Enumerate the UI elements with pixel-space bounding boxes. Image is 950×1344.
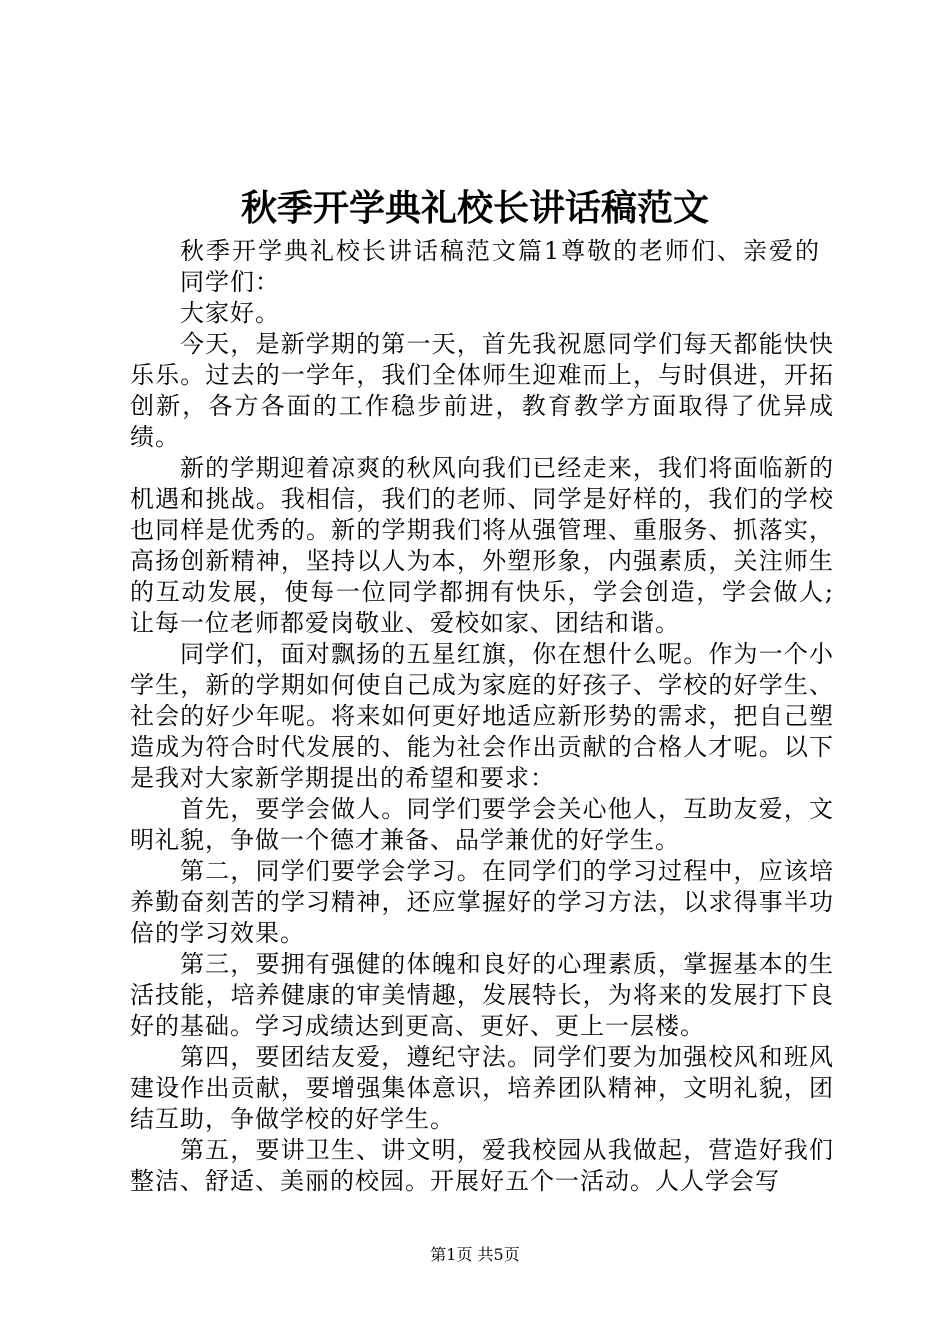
page-footer: 第1页 共5页 bbox=[430, 1245, 520, 1264]
body-paragraph: 首先，要学会做人。同学们要学会关心他人，互助友爱，文明礼貌，争做一个德才兼备、品学兼优的好学生。 bbox=[130, 795, 834, 854]
body-paragraph: 第二，同学们要学会学习。在同学们的学习过程中，应该培养勤奋刻苦的学习精神，还应掌握好的学习方法，以求得事半功倍的学习效果。 bbox=[130, 857, 834, 947]
body-paragraph: 同学们，面对飘扬的五星红旗，你在想什么呢。作为一个小学生，新的学期如何使自己成为家庭的好孩子、学校的好学生、社会的好少年呢。将来如何更好地适应新形势的需求，把自己塑造成为符合时代发展的、能为社会作出贡献的合格人才呢。以下是我对大家新学期提出的希望和要求： bbox=[130, 640, 834, 792]
body-paragraph: 第四，要团结友爱，遵纪守法。同学们要为加强校风和班风建设作出贡献，要增强集体意识，培养团队精神，文明礼貌，团结互助，争做学校的好学生。 bbox=[130, 1043, 834, 1133]
body-paragraph: 今天，是新学期的第一天，首先我祝愿同学们每天都能快快乐乐。过去的一学年，我们全体师生迎难而上，与时俱进，开拓创新，各方各面的工作稳步前进，教育教学方面取得了优异成绩。 bbox=[130, 330, 834, 451]
document-title: 秋季开学典礼校长讲话稿范文 bbox=[240, 187, 709, 229]
body-paragraph: 第五，要讲卫生、讲文明，爱我校园从我做起，营造好我们整洁、舒适、美丽的校园。开展好五个一活动。人人学会写 bbox=[130, 1136, 834, 1195]
document-body bbox=[130, 236, 834, 1197]
intro-paragraph: 秋季开学典礼校长讲话稿范文篇1尊敬的老师们、亲爱的同学们： bbox=[180, 237, 820, 296]
body-paragraph: 第三，要拥有强健的体魄和良好的心理素质，掌握基本的生活技能，培养健康的审美情趣，发展特长，为将来的发展打下良好的基础。学习成绩达到更高、更好、更上一层楼。 bbox=[130, 950, 834, 1040]
greeting-paragraph: 大家好。 bbox=[180, 299, 280, 327]
body-paragraph: 新的学期迎着凉爽的秋风向我们已经走来，我们将面临新的机遇和挑战。我相信，我们的老师、同学是好样的，我们的学校也同样是优秀的。新的学期我们将从强管理、重服务、抓落实，高扬创新精神，坚持以人为本，外塑形象，内强素质，关注师生的互动发展，使每一位同学都拥有快乐，学会创造，学会做人;让每一位老师都爱岗敬业、爱校如家、团结和谐。 bbox=[130, 454, 834, 637]
